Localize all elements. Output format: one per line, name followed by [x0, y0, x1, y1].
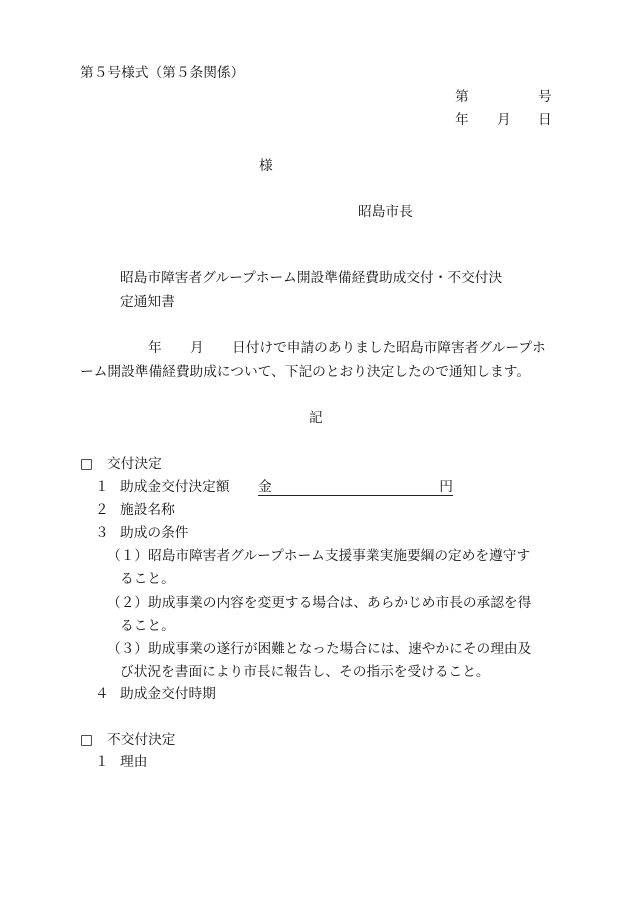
- addressee-honorific: 様: [259, 158, 273, 174]
- title-line-1: 昭島市障害者グループホーム開設準備経費助成交付・不交付決: [120, 270, 503, 286]
- condition-2-line-2: ること。: [120, 618, 175, 634]
- condition-2-number: （２）: [107, 595, 149, 611]
- document-number-prefix: 第: [455, 89, 469, 105]
- grant-amount-label: 助成金交付決定額: [120, 479, 230, 495]
- grant-item-1-number: １: [95, 479, 109, 495]
- body-month: 月: [190, 340, 204, 356]
- title-line-2: 定通知書: [120, 294, 175, 310]
- nongrant-item-1-number: １: [95, 754, 109, 770]
- condition-3-number: （３）: [107, 641, 149, 657]
- grant-item-2-number: ２: [95, 502, 109, 518]
- body-year: 年: [148, 340, 162, 356]
- grant-timing-label: 助成金交付時期: [120, 686, 216, 702]
- date-day: 日: [538, 112, 552, 128]
- nongrant-heading: 不交付決定: [107, 732, 176, 748]
- condition-3-line-2: び状況を書面により市長に報告し、その指示を受けること。: [120, 664, 490, 680]
- grant-item-3-number: ３: [95, 525, 109, 541]
- conditions-label: 助成の条件: [120, 525, 189, 541]
- grant-checkbox: □: [80, 456, 93, 472]
- grant-amount-field: [258, 479, 453, 495]
- grant-item-4-number: ４: [95, 686, 109, 702]
- body-line-2: ーム開設準備経費助成について、下記のとおり決定したので通知します。: [80, 364, 531, 380]
- body-line-1: 日付けで申請のありました昭島市障害者グループホ: [232, 340, 546, 356]
- reason-label: 理由: [120, 754, 148, 770]
- condition-1-number: （１）: [107, 548, 149, 564]
- condition-1-line-2: ること。: [120, 571, 175, 587]
- grant-heading: 交付決定: [107, 456, 162, 472]
- amount-suffix: 円: [439, 479, 453, 495]
- form-number: 第５号様式（第５条関係）: [80, 65, 245, 81]
- issuer: 昭島市長: [358, 204, 413, 220]
- condition-3-line-1: 助成事業の遂行が困難となった場合には、速やかにその理由及: [148, 641, 532, 657]
- document-number-suffix: 号: [538, 89, 552, 105]
- date-year: 年: [455, 112, 469, 128]
- nongrant-checkbox: □: [80, 732, 93, 748]
- date-month: 月: [497, 112, 511, 128]
- amount-prefix: 金: [258, 479, 272, 495]
- ki-heading: 記: [309, 410, 323, 426]
- condition-1-line-1: 昭島市障害者グループホーム支援事業実施要綱の定めを遵守す: [148, 548, 531, 564]
- facility-name-label: 施設名称: [120, 502, 175, 518]
- condition-2-line-1: 助成事業の内容を変更する場合は、あらかじめ市長の承認を得: [148, 595, 532, 611]
